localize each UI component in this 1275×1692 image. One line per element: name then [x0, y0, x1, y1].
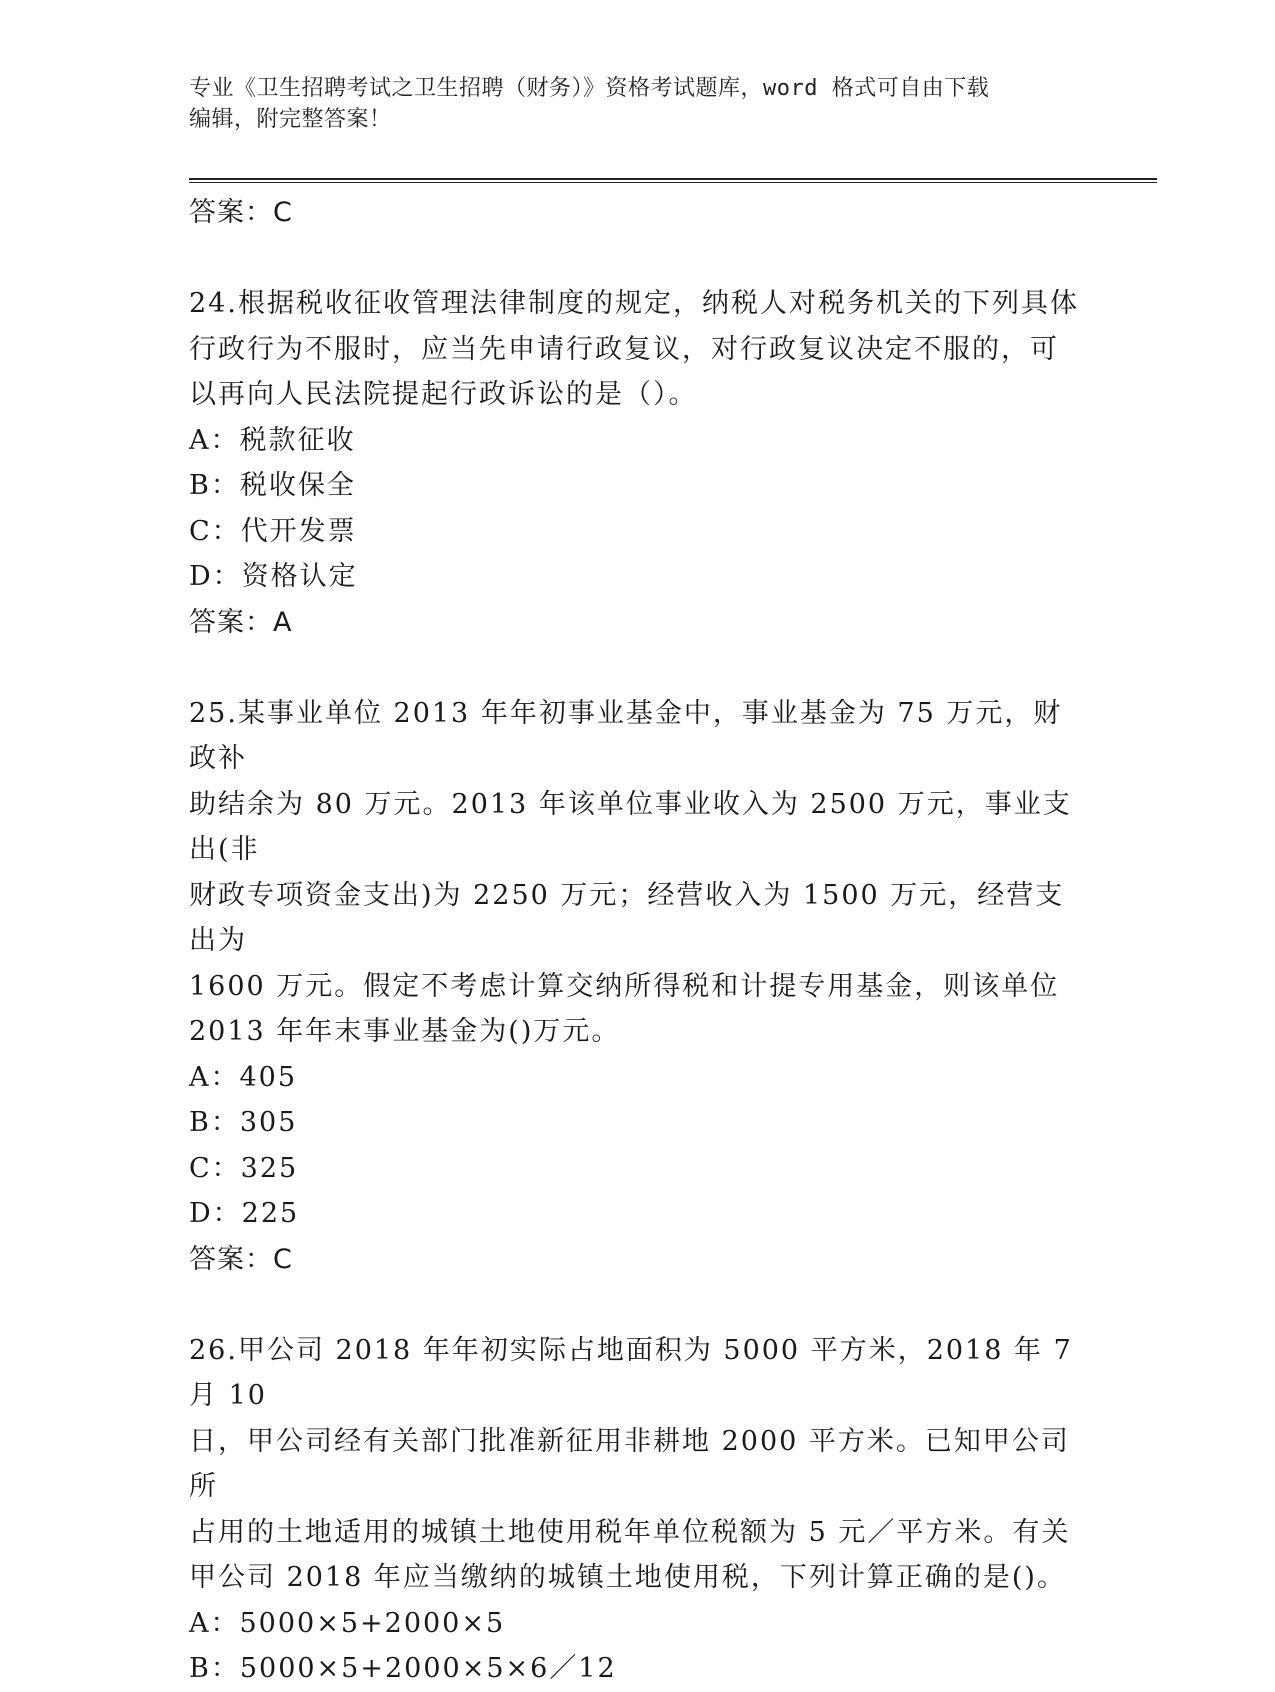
- header-divider: [189, 178, 1157, 180]
- question-text-line: 1600 万元。假定不考虑计算交纳所得税和计提专用基金，则该单位: [189, 970, 1060, 1002]
- option-c: C：代开发票: [189, 515, 357, 547]
- answer-line: 答案：C: [189, 1243, 293, 1275]
- header-line-1: 专业《卫生招聘考试之卫生招聘（财务）》资格考试题库，word 格式可自由下载: [189, 76, 990, 101]
- question-25: [189, 691, 1089, 1283]
- question-text-line: 24.根据税收征收管理法律制度的规定，纳税人对税务机关的下列具体: [189, 288, 1079, 319]
- option-d: D：资格认定: [189, 561, 358, 592]
- question-text-line: 财政专项资金支出)为 2250 万元；经营收入为 1500 万元，经营支出为: [189, 879, 1065, 956]
- question-text-line: 助结余为 80 万元。2013 年该单位事业收入为 2500 万元，事业支出(非: [189, 788, 1072, 865]
- question-24: [189, 281, 1089, 646]
- option-c: C：325: [189, 1152, 299, 1184]
- option-d: D：225: [189, 1198, 300, 1229]
- question-26: [189, 1328, 1089, 1692]
- question-text-line: 行政行为不服时，应当先申请行政复议，对行政复议决定不服的，可: [189, 333, 1059, 365]
- option-b: B：税收保全: [189, 470, 356, 501]
- answer-line: 答案：C: [189, 197, 293, 228]
- spacer: [189, 1283, 1089, 1328]
- question-text-line: 26.甲公司 2018 年年初实际占地面积为 5000 平方米，2018 年 7 月 10: [189, 1334, 1073, 1411]
- page-header: [189, 73, 1069, 135]
- question-text-line: 占用的土地适用的城镇土地使用税年单位税额为 5 元／平方米。有关: [189, 1516, 1071, 1548]
- spacer: [189, 236, 1089, 281]
- question-list: [189, 190, 1089, 1692]
- option-a: A：405: [189, 1061, 298, 1093]
- answer-line: 答案：A: [189, 606, 293, 638]
- question-text-line: 日，甲公司经有关部门批准新征用非耕地 2000 平方米。已知甲公司所: [189, 1425, 1070, 1502]
- question-text-line: 甲公司 2018 年应当缴纳的城镇土地使用税，下列计算正确的是()。: [189, 1562, 1066, 1593]
- spacer: [189, 646, 1089, 691]
- question-text-line: 2013 年年末事业基金为()万元。: [189, 1016, 621, 1047]
- question-text-line: 25.某事业单位 2013 年年初事业基金中，事业基金为 75 万元，财政补: [189, 697, 1063, 774]
- option-a: A：5000×5+2000×5: [189, 1607, 506, 1639]
- option-b: B：5000×5+2000×5×6／12: [189, 1653, 617, 1684]
- question-text-line: 以再向人民法院提起行政诉讼的是（）。: [189, 379, 698, 410]
- option-b: B：305: [189, 1107, 298, 1138]
- header-divider-thin: [189, 182, 1157, 183]
- option-a: A：税款征收: [189, 424, 356, 456]
- header-line-2: 编辑，附完整答案！: [189, 107, 392, 132]
